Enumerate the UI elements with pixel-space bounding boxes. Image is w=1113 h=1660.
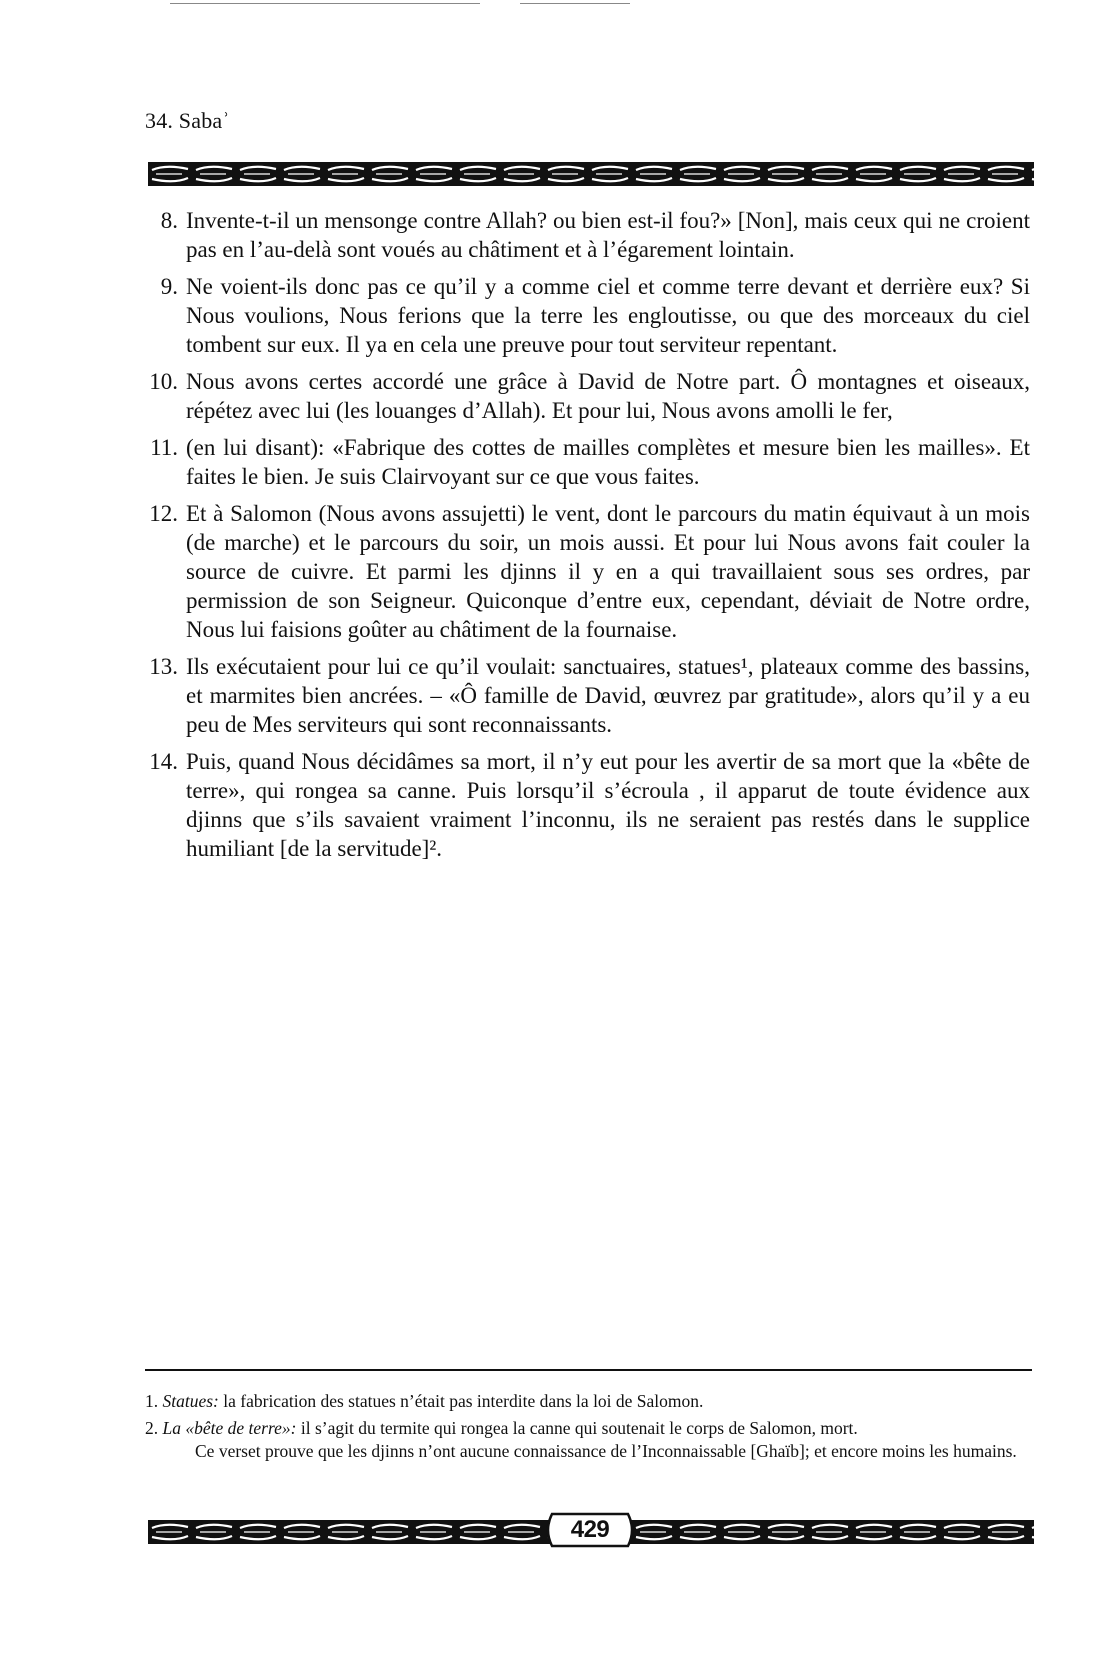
verse-14 <box>142 747 1030 863</box>
verse-text: Ils exécutaient pour lui ce qu’il voulait: sanctuaires, statues¹, plateaux comme des bassins, et marmites bien ancrées. – «Ô famille de David, œuvrez par gratitude», alors qu’il y a eu peu de Mes serviteurs qui sont reconnaissants. <box>186 654 1030 737</box>
verse-number: 10. <box>149 369 178 394</box>
page-number-badge <box>540 1510 640 1550</box>
footnotes <box>145 1390 1032 1467</box>
verse-text: Puis, quand Nous décidâmes sa mort, il n’y eut pour les avertir de sa mort que la «bête de terre», qui rongea sa canne. Puis lorsqu’il s’écroula , il apparut de toute évidence aux djinns que s’ils savaient vraiment l’inconnu, ils ne seraient pas restés dans le supplice humiliant [de la servitude]². <box>186 749 1030 861</box>
verse-9 <box>142 272 1030 359</box>
top-scan-line-1 <box>170 3 480 4</box>
top-scan-line-2 <box>520 3 630 4</box>
verse-8 <box>142 206 1030 264</box>
verse-10 <box>142 367 1030 425</box>
footnote-term: La «bête de terre»: <box>162 1418 297 1438</box>
footnote-number: 1. <box>145 1391 159 1411</box>
verse-number: 8. <box>160 208 178 233</box>
footnote-continuation: Ce verset prouve que les djinns n’ont aucune connaissance de l’Inconnaissable [Ghaïb]; et encore moins les humains. <box>195 1441 1017 1461</box>
verse-11 <box>142 433 1030 491</box>
verse-number: 11. <box>150 435 178 460</box>
verse-text: Ne voient-ils donc pas ce qu’il y a comme ciel et comme terre devant et derrière eux? Si Nous voulions, Nous ferions que la terre les engloutisse, ou que des morceaux du ciel tombent sur eux. Il ya en cela une preuve pour tout serviteur repentant. <box>186 274 1030 357</box>
verse-number: 9. <box>160 274 178 299</box>
verse-text: Invente-t-il un mensonge contre Allah? ou bien est-il fou?» [Non], mais ceux qui ne croient pas en l’au-delà sont voués au châtiment et à l’égarement lointain. <box>186 208 1030 262</box>
footnote-term: Statues: <box>162 1391 219 1411</box>
verse-number: 12. <box>149 501 178 526</box>
footnote-1 <box>145 1390 1032 1413</box>
verse-number: 13. <box>149 654 178 679</box>
footnote-2 <box>145 1417 1032 1463</box>
verse-list <box>142 206 1030 871</box>
verse-text: (en lui disant): «Fabrique des cottes de mailles complètes et mesure bien les mailles». Et faites le bien. Je suis Clairvoyant sur ce que vous faites. <box>186 435 1030 489</box>
footnote-text: la fabrication des statues n’était pas interdite dans la loi de Salomon. <box>223 1391 704 1411</box>
footnote-number: 2. <box>145 1418 159 1438</box>
verse-text: Et à Salomon (Nous avons assujetti) le vent, dont le parcours du matin équivaut à un mois (de marche) et le parcours du soir, un mois aussi. Et pour lui Nous avons fait couler la source de cuivre. Et parmi les djinns il y en a qui travaillaient sous ses ordres, par permission de son Seigneur. Quiconque d’entre eux, cependant, déviait de Notre ordre, Nous lui faisions goûter au châtiment de la fournaise. <box>186 501 1030 642</box>
verse-number: 14. <box>149 749 178 774</box>
top-ornamental-band <box>148 162 1034 186</box>
verse-12 <box>142 499 1030 644</box>
verse-13 <box>142 652 1030 739</box>
footnote-separator <box>145 1369 1032 1371</box>
chain-ornament-icon <box>148 162 1034 186</box>
page-number: 429 <box>570 1516 610 1543</box>
verse-text: Nous avons certes accordé une grâce à David de Notre part. Ô montagnes et oiseaux, répétez avec lui (les louanges d’Allah). Et pour lui, Nous avons amolli le fer, <box>186 369 1030 423</box>
footnote-text: il s’agit du termite qui rongea la canne qui soutenait le corps de Salomon, mort. <box>300 1418 858 1438</box>
running-head: 34. Sabaʾ <box>145 108 230 133</box>
